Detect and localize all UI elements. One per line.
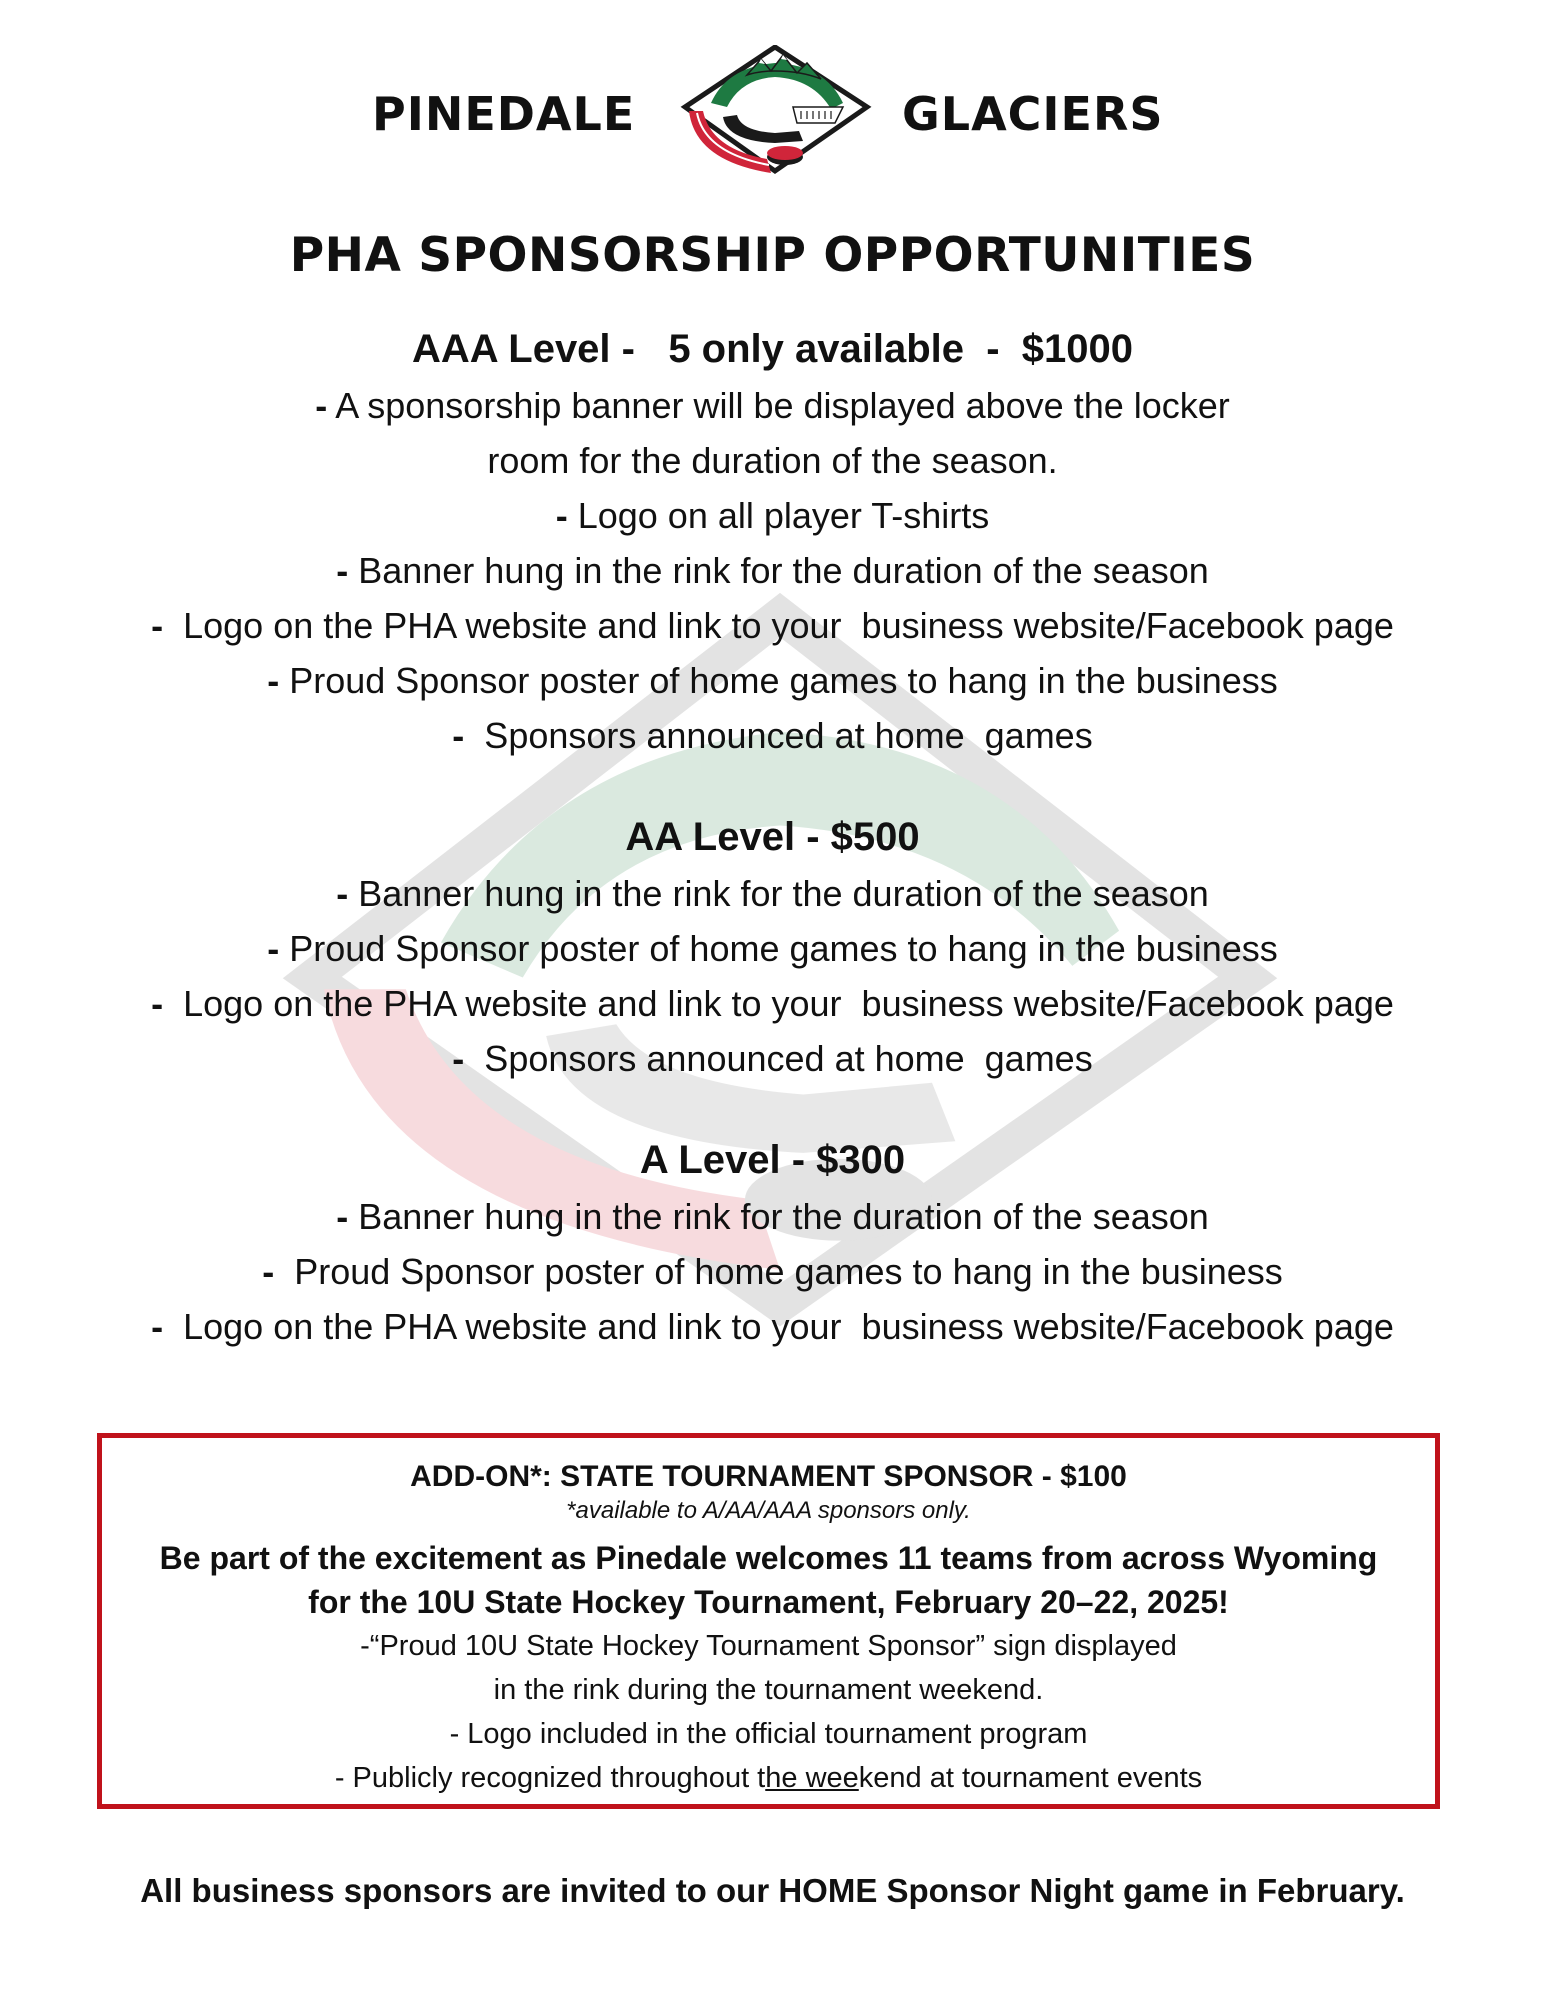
aaa-level-heading: AAA Level - 5 only available - $1000 [411,327,1134,371]
aaa-level-section [0,320,1545,763]
aaa-benefit-item: - A sponsorship banner will be displayed above the locker [315,385,1230,426]
addon-pitch [102,1536,1435,1624]
aaa-benefit-item: - Proud Sponsor poster of home games to hang in the business [267,660,1278,701]
page-title: PHA SPONSORSHIP OPPORTUNITIES [289,228,1256,283]
aaa-benefit-item: - Sponsors announced at home games [452,715,1093,756]
a-level-heading: A Level - $300 [639,1138,906,1182]
team-name-left: PINEDALE [372,87,636,141]
a-benefit-item: - Logo on the PHA website and link to your business website/Facebook page [151,1306,1394,1347]
aa-level-heading: AA Level - $500 [625,815,920,859]
addon-benefit-item: - Logo included in the official tournament program [449,1718,1088,1750]
addon-note: *available to A/AA/AAA sponsors only. [566,1497,971,1524]
aaa-benefit-item: - Banner hung in the rink for the duration of the season [336,550,1209,591]
addon-benefit-item: - Publicly recognized throughout the weekend at tournament events [334,1762,1203,1794]
aaa-benefit-item: - Logo on the PHA website and link to your business website/Facebook page [151,605,1394,646]
aaa-benefit-item: room for the duration of the season. [487,440,1058,481]
addon-title: ADD-ON*: STATE TOURNAMENT SPONSOR - $100 [410,1460,1127,1493]
glacier-hockey-logo-icon [675,45,875,185]
addon-benefit-item: -“Proud 10U State Hockey Tournament Sponsor” sign displayed in the rink during the tournament weekend. [360,1630,1177,1706]
team-name-right: GLACIERS [902,87,1164,141]
addon-box [97,1433,1440,1809]
aa-benefit-item: - Sponsors announced at home games [452,1038,1093,1079]
addon-pitch-line: for the 10U State Hockey Tournament, February 20–22, 2025! [308,1584,1229,1620]
addon-pitch-line: Be part of the excitement as Pinedale welcomes 11 teams from across Wyoming [159,1540,1378,1576]
aa-benefit-item: - Logo on the PHA website and link to your business website/Facebook page [151,983,1394,1024]
footer-invitation: All business sponsors are invited to our HOME Sponsor Night game in February. [140,1872,1405,1909]
a-benefit-item: - Proud Sponsor poster of home games to hang in the business [262,1251,1283,1292]
aa-level-section [0,808,1545,1086]
aaa-benefit-item: - Logo on all player T-shirts [555,495,990,536]
sponsorship-levels [0,320,1545,1354]
aa-benefit-item: - Banner hung in the rink for the duration of the season [336,873,1209,914]
a-benefit-item: - Banner hung in the rink for the duration of the season [336,1196,1209,1237]
a-level-section [0,1131,1545,1354]
header [0,45,1545,185]
aa-benefit-item: - Proud Sponsor poster of home games to hang in the business [267,928,1278,969]
